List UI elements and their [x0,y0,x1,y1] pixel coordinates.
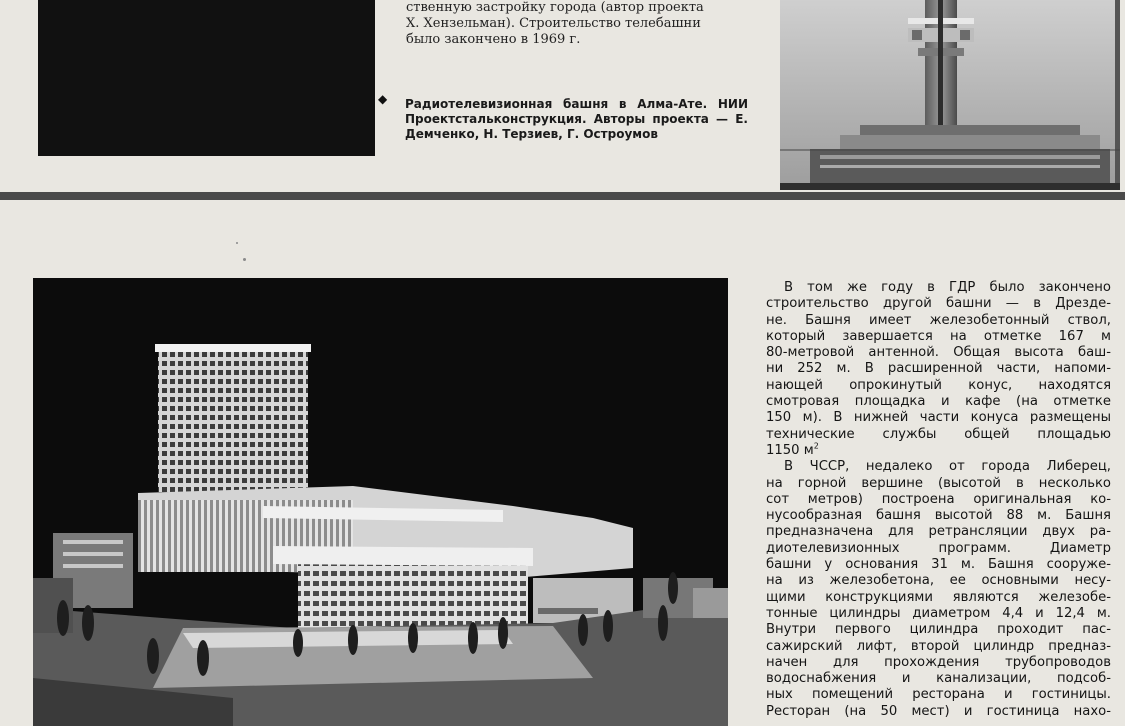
top-left-photo [38,0,375,156]
tower-illustration [780,0,1120,190]
text-line: В том же году в ГДР было закончено [784,280,1111,295]
text-line: 80-метровой антенной. Общая высота баш- [766,345,1111,361]
text-line-area [766,443,1111,459]
text-line: не. Башня имеет железобетонный ствол, [766,312,1111,328]
text-line: ных помещений ресторана и гостиницы. [766,687,1111,703]
text-line: Внутри первого цилиндра проходит пас- [766,622,1111,638]
text-line: предназначена для ретрансляции двух ра- [766,524,1111,540]
article-text-column [766,280,1111,720]
text-line: Ресторан (на 50 мест) и гостиница нахо- [766,703,1111,719]
text-line: щими конструкциями являются железобе- [766,589,1111,605]
area-value: 1150 м [766,442,814,458]
top-text-line-1: ственную застройку города (автор проекта [406,0,704,15]
text-line: сот метров) построена оригинальная ко- [766,491,1111,507]
tower-caption: Радиотелевизионная башня в Алма-Ате. НИИ Проектстальконструкция. Авторы проекта — Е. Демченко, Н. Терзиев, Г. Остроумов [405,97,748,141]
text-line: диотелевизионных программ. Диаметр [766,540,1111,556]
building-model-illustration [33,278,728,726]
text-line: строительство другой башни — в Дрезде- [766,296,1111,312]
caption-bullet-icon: ◆ [378,92,388,106]
paragraph-dresden [766,280,1111,459]
text-line: В ЧССР, недалеко от города Либерец, [784,459,1111,475]
tower-photo [780,0,1120,190]
text-line: ни 252 м. В расширенной части, напоми- [766,361,1111,377]
building-model-photo [33,278,728,726]
text-line: начен для прохождения трубопроводов [766,654,1111,670]
text-line: нающей опрокинутый конус, находятся [766,377,1111,393]
text-line: водоснабжения и канализации, подсоб- [766,671,1111,687]
text-line: тонные цилиндры диаметром 4,4 и 12,4 м. [766,605,1111,621]
text-line: башни у основания 31 м. Башня сооруже- [766,557,1111,573]
text-line: смотровая площадка и кафе (на отметке [766,394,1111,410]
text-line: сажирский лифт, второй цилиндр предназ- [766,638,1111,654]
text-line: 150 м). В нижней части конуса размещены [766,410,1111,426]
section-divider [0,192,1125,200]
print-speck [243,258,246,261]
paragraph-liberec [766,459,1111,720]
area-superscript: 2 [813,441,819,451]
print-speck [236,242,238,244]
top-text-line-2: Х. Хензельман). Строительство телебашни [406,16,701,31]
text-line: на горной вершине (высотой в несколько [766,475,1111,491]
top-text-line-3: было закончено в 1969 г. [406,32,581,47]
text-line: который завершается на отметке 167 м [766,328,1111,344]
text-line: на из железобетона, ее основными несу- [766,573,1111,589]
text-line: нусообразная башня высотой 88 м. Башня [766,508,1111,524]
top-text-block [406,0,748,48]
text-line: технические службы общей площадью [766,426,1111,442]
